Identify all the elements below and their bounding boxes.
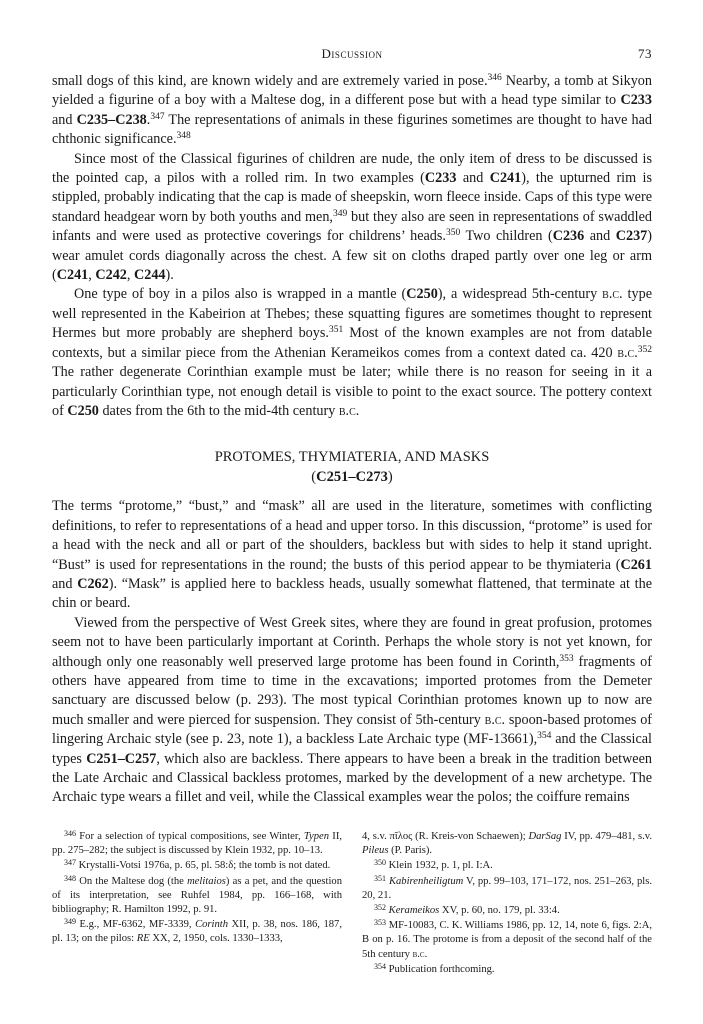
- italic-text: Corinth: [195, 919, 229, 931]
- catalog-ref: C242: [95, 267, 127, 284]
- footnotes: [52, 830, 652, 978]
- text: IV, pp. 479–481, s.v.: [561, 831, 652, 842]
- text: (P. Paris).: [388, 845, 433, 857]
- text: Klein 1932, p. 1, pl. I:A.: [388, 860, 493, 872]
- catalog-range: C251–C273: [316, 469, 388, 486]
- text: One type of boy in a pilos also is wrapped in a mantle (: [74, 286, 407, 303]
- footnote-ref-350[interactable]: 350: [445, 228, 461, 239]
- era-abbr: b.c.: [617, 344, 638, 361]
- footnote-number: 352: [374, 903, 386, 913]
- section-title: PROTOMES, THYMIATERIA, AND MASKS: [214, 449, 490, 466]
- footnote-349-continued: [362, 830, 652, 858]
- footnote-ref-352[interactable]: 352: [637, 344, 652, 355]
- footnote-number: 354: [374, 961, 386, 971]
- catalog-ref: C233: [620, 92, 652, 109]
- text: Viewed from the perspective of West Greek sites, where they are found in great profusion, protomes seem not to have been particularly important at Corinth. Perhaps the whole story is not yet known, for although only one reasonably well preserved large protome has been found in Corinth,: [52, 614, 652, 670]
- footnote-number: 353: [374, 918, 386, 928]
- paragraph-4: [52, 497, 652, 613]
- italic-text: melitaios: [187, 875, 226, 887]
- running-head-title: Discussion: [321, 46, 383, 61]
- text: On the Maltese dog (the: [79, 875, 188, 887]
- era-abbr: b.c.: [484, 711, 506, 728]
- footnote-number: 351: [374, 873, 386, 883]
- footnote-ref-346[interactable]: 346: [487, 73, 502, 83]
- catalog-ref: C233: [424, 170, 457, 187]
- text: XX, 2, 1950, cols. 1330–1333,: [149, 933, 283, 945]
- footnote-348: [52, 875, 342, 918]
- section-range: [52, 467, 652, 487]
- text: small dogs of this kind, are known widely and are extremely varied in pose.: [52, 73, 488, 89]
- paren: ): [387, 469, 393, 486]
- text: The terms “protome,” “bust,” and “mask” all are used in the literature, sometimes with conflicting definitions, to refer to representations of a head and upper torso. In this discussion, “protome” is used for a head with the neck and all or part of the shoulders, backless but with sides to help it stand upright. “Bust” is used for representations in the round; the busts of this period appear to be thymiateria (: [52, 498, 652, 573]
- footnote-ref-348[interactable]: 348: [176, 131, 191, 142]
- footnote-346: [52, 830, 342, 858]
- text: and: [52, 575, 78, 592]
- text: type well represented in the Kabeirion at Thebes; these squatting figures are sometimes thought to represent Hermes but more probably are shepherd boys.: [52, 286, 652, 342]
- catalog-ref: C261: [620, 556, 652, 573]
- footnote-number: 347: [64, 858, 76, 868]
- paragraph-3: [52, 285, 652, 421]
- footnote-ref-347[interactable]: 347: [150, 111, 165, 122]
- era-abbr: b.c.: [338, 402, 360, 419]
- paragraph-5: [52, 614, 652, 808]
- italic-text: Typen: [303, 831, 330, 842]
- text: The rather degenerate Corinthian example must be later; while there is no reason for seeing in it a particularly Corinthian type, not enough detail is visible to point to the exact source. The pottery context of: [52, 364, 652, 419]
- footnote-ref-353[interactable]: 353: [559, 653, 574, 664]
- catalog-ref: C235–C238: [76, 111, 147, 128]
- paragraph-1: [52, 72, 652, 150]
- footnote-353: [362, 919, 652, 962]
- catalog-ref: C236: [552, 228, 585, 245]
- text: ).: [165, 267, 174, 284]
- italic-text: Kabirenheiligtum: [388, 875, 464, 887]
- text: , which also are backless. There appears to have been a break in the tradition between the Late Archaic and Classical backless protomes, marked by the development of a new archetype. The Archaic type wears a fillet and veil, while the Classical examples wear the polos; the coiffure remains: [52, 750, 652, 806]
- footnote-number: 346: [64, 829, 76, 838]
- catalog-ref: C241: [489, 170, 522, 187]
- italic-text: DarSag: [528, 831, 562, 842]
- text: 4, s.v. πῖλος (R. Kreis-von Schaewen);: [362, 831, 529, 842]
- footnote-350: [362, 859, 652, 873]
- catalog-ref: C262: [77, 575, 109, 592]
- text: ) wear amulet cords diagonally across the chest. A few sit on cloths draped partly over one leg or arm (: [52, 228, 652, 284]
- footnotes-right-column: [362, 830, 652, 978]
- text: Since most of the Classical figurines of children are nude, the only item of dress to be discussed is the pointed cap, a pilos with a rolled rim. In two examples (: [52, 150, 652, 187]
- running-head: [52, 46, 652, 62]
- text: but they also are seen in representations of swaddled infants and were used as protective coverings for childrens’ heads.: [52, 208, 652, 245]
- footnote-number: 350: [374, 858, 386, 868]
- text: ) as a pet, and the question of its interpretation, see Ruhfel 1984, pp. 166–168, with bibliography; R. Hamilton 1992, p. 91.: [52, 875, 342, 916]
- text: Krystalli-Votsi 1976a, p. 65, pl. 58:δ; the tomb is not dated.: [78, 860, 331, 872]
- footnote-354: [362, 963, 652, 977]
- body-text: [52, 72, 652, 808]
- page-number: 73: [638, 46, 652, 61]
- section-heading: [52, 447, 652, 487]
- text: and the Classical types: [52, 731, 652, 767]
- text: XV, p. 60, no. 179, pl. 33:4.: [439, 905, 560, 917]
- text: ), the upturned rim is stippled, probably indicating that the cap is made of sheepskin, worn fleece inside. Caps of this type were standard headgear worn by both youths and men,: [52, 170, 652, 225]
- italic-text: Kerameikos: [388, 905, 440, 917]
- text: E.g., MF-6362, MF-3339,: [79, 919, 196, 931]
- catalog-ref: C250: [406, 286, 438, 303]
- text: ), a widespread 5th-century: [437, 286, 603, 303]
- footnote-352: [362, 904, 652, 918]
- catalog-ref: C251–C257: [86, 750, 157, 767]
- era-abbr: b.c.: [602, 286, 623, 303]
- text: ,: [88, 267, 96, 284]
- footnote-347: [52, 859, 342, 873]
- text: V, pp. 99–103, 171–172, nos. 251–263, pls. 20, 21.: [362, 875, 653, 901]
- text: Nearby, a tomb at Sikyon yielded a figurine of a boy with a Maltese dog, in a different pose but with a head type similar to: [52, 73, 652, 109]
- text: ). “Mask” is applied here to backless heads, usually somewhat flattened, that terminate at the chin or beard.: [52, 575, 652, 612]
- text: II, pp. 275–282; the subject is discussed by Klein 1932, pp. 10–13.: [52, 831, 342, 857]
- italic-text: Pileus: [362, 845, 389, 857]
- text: XII, p. 38, nos. 186, 187, pl. 13; on the pilos:: [52, 919, 342, 945]
- text: .: [146, 111, 151, 128]
- text: MF-10083, C. K. Williams 1986, pp. 12, 14, note 6, figs. 2:A, B on p. 16. The protome is from a deposit of the second half of the 5th century: [362, 920, 652, 960]
- text: ,: [126, 267, 134, 284]
- footnote-ref-349[interactable]: 349: [332, 208, 348, 219]
- footnotes-left-column: [52, 830, 342, 978]
- text: Most of the known examples are not from datable contexts, but a similar piece from the Athenian Kerameikos comes from a context dated ca. 420: [52, 325, 653, 361]
- text: spoon-based protomes of lingering Archaic style (see p. 23, note 1), a backless Late Archaic type (MF-13661),: [52, 711, 653, 748]
- catalog-ref: C241: [56, 267, 89, 284]
- italic-text: RE: [136, 933, 150, 945]
- text: Two children (: [460, 228, 553, 245]
- paragraph-2: [52, 150, 652, 286]
- text: Publication forthcoming.: [388, 963, 495, 975]
- footnote-ref-351[interactable]: 351: [328, 325, 344, 336]
- footnote-ref-354[interactable]: 354: [537, 731, 552, 742]
- text: The representations of animals in these figurines sometimes are thought to have had chthonic significance.: [52, 111, 652, 148]
- footnote-351: [362, 875, 652, 903]
- text: For a selection of typical compositions, see Winter,: [79, 831, 304, 842]
- catalog-ref: C237: [615, 228, 648, 245]
- era-abbr: b.c.: [412, 948, 428, 960]
- catalog-ref: C244: [133, 267, 166, 284]
- text: and: [584, 228, 616, 245]
- catalog-ref: C250: [67, 402, 99, 419]
- footnote-349: [52, 918, 342, 946]
- paren: (: [311, 469, 317, 486]
- text: and: [52, 111, 77, 128]
- text: and: [456, 170, 490, 187]
- footnote-number: 349: [64, 917, 76, 927]
- text: dates from the 6th to the mid-4th century: [98, 402, 339, 419]
- text: fragments of others have appeared from time to time in the excavations; imported protomes from the Demeter sanctuary are discussed below (p. 293). The most typical Corinthian protomes known up to now are much smaller and were pierced for suspension. They consist of 5th-century: [52, 653, 652, 728]
- footnote-number: 348: [64, 873, 76, 883]
